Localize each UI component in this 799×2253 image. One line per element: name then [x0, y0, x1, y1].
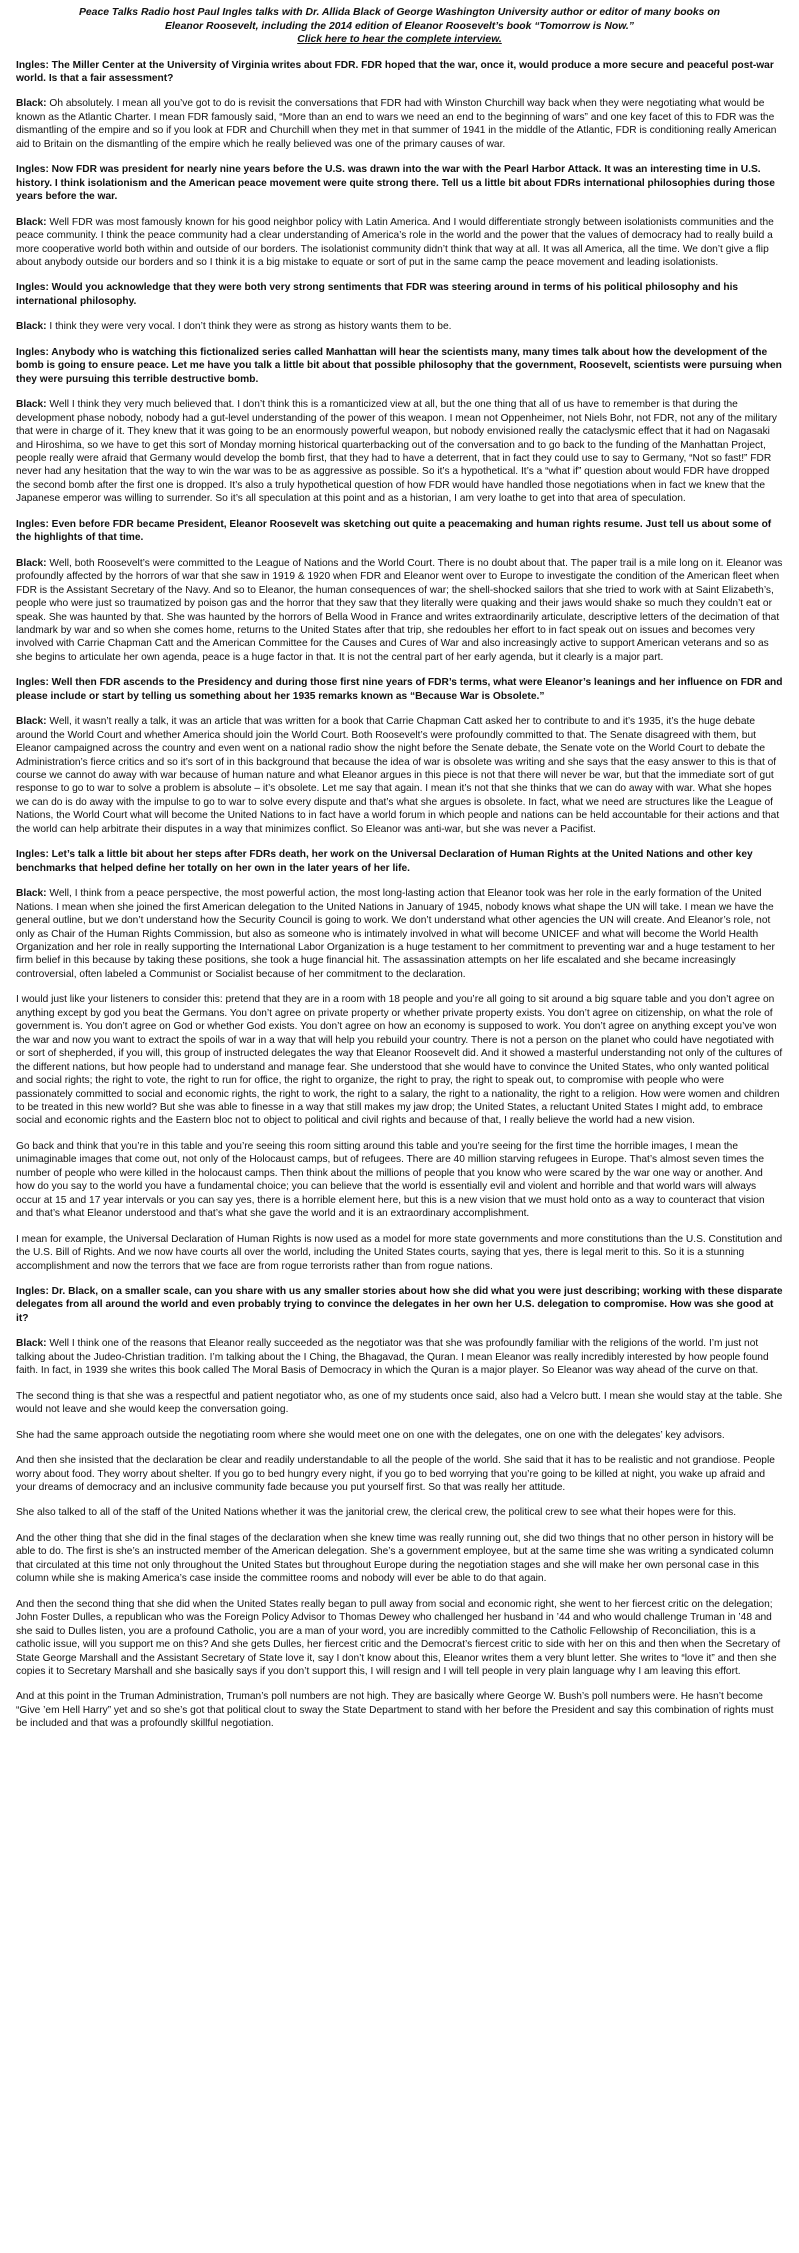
- speaker-label: Black:: [16, 321, 47, 333]
- guest-answer: [16, 715, 783, 836]
- speaker-label: Black:: [16, 888, 47, 900]
- interviewer-question: Ingles: Well then FDR ascends to the Presidency and during those first nine years of FDR’s terms, what were Eleanor’s leanings and her influence on FDR and please include or start by telling us something about her 1935 remarks known as “Because War is Obsolete.”: [16, 677, 783, 702]
- answer-text: Well FDR was most famously known for his good neighbor policy with Latin America. And I would differentiate strongly between isolationists communities and the peace community. I think the peace community had a clear understanding of America’s role in the world and the power that the values of democracy had to really build a more cooperative world both within and outside of our borders. The isolationist community didn’t think that way at all. It was all America, all the time. We don’t give a flip about anybody outside our borders and so I think it is a big mistake to equate or sort of put in the same camp the peace movement and leading isolationists.: [16, 216, 774, 268]
- guest-answer: [16, 887, 783, 981]
- answer-text: Well, I think from a peace perspective, the most powerful action, the most long-lasting action that Eleanor took was her role in the early formation of the United Nations. I mean when she joined the first American delegation to the United Nations in January of 1945, nobody knows what shape the UN will take. I mean we have the general outline, but we don’t understand how the Security Council is going to work. We don’t understand what other agencies the UN will create. And Eleanor’s role, not only as Chair of the Human Rights Commission, but also as someone who is intimately involved in what will become UNICEF and what will become the World Health Organization and her role in really supporting the International Labor Organization is a huge testament to her commitment to preventing war and a huge testament to her firm belief in this because by taking these positions, she took a huge financial hit. The assassination attempts on her life escalated and she became increasingly controversial, often labeled a Communist or Socialist because of her commitment to the declaration.: [16, 888, 775, 980]
- answer-paragraph: I mean for example, the Universal Declaration of Human Rights is now used as a model for more state governments and more constitutions than the U.S. Constitution and the U.S. Bill of Rights. And we now have courts all over the world, including the United States courts, saying that yes, there is legal merit to this. So it is a stunning accomplishment and now the terrors that we face are from rogue terrorists rather than from rogue nations.: [16, 1233, 783, 1272]
- interviewer-question: Ingles: Even before FDR became President, Eleanor Roosevelt was sketching out quite a peacemaking and human rights resume. Just tell us about some of the highlights of that time.: [16, 518, 772, 544]
- answer-paragraph: Go back and think that you’re in this table and you’re seeing this room sitting around this table and you’re seeing for the first time the horrible images, I mean the unimaginable images that come out, not only of the Holocaust camps, but of refugees. There are 40 million starving refugees in Europe. That’s almost seven times the number of people who were killed in the holocaust camps. Then think about the millions of people that you know who were scared by the war one way or another. And how do you say to the world you have a fundamental choice; you can believe that the world is essentially evil and violent and horrible and that world wars will always occur at 15 and 17 year intervals or you can say yes, there is a horrible element here, but this is a new vision that we must hold onto as a way to counteract that vision and that’s what Eleanor understood and that’s what she gave the world and it is an extraordinary accomplishment.: [16, 1140, 765, 1220]
- answer-text: Well, both Roosevelt’s were committed to the League of Nations and the World Court. There is no doubt about that. The paper trail is a mile long on it. Eleanor was profoundly affected by the horrors of war that she saw in 1919 & 1920 when FDR and Eleanor went over to Europe to investigate the condition of the American fleet when FDR is the Assistant Secretary of the Navy. And so to Eleanor, the human consequences of war; the shell-shocked sailors that she tried to work with at Saint Elizabeth’s, people who were just so traumatized by poison gas and the horror that they saw that they literally were quaking and their jaws would shake so much they couldn’t eat or speak. She was haunted by that. She was haunted by the horrors of Bella Wood in France and writes extraordinarily articulate, descriptive letters of the decimation of that landmark by war and so when she comes home, returns to the United States after that trip, she redoubles her effort to in fact speak out on issues and becomes very involved with Carrie Chapman Catt and the American Committee for the Causes and Cures of War and also increasingly active to support American veterans and so as she begins to articulate her own agenda, peace is a huge factor in that. It is not the central part of her early agenda, but it clearly is a major part.: [16, 557, 783, 663]
- answer-text: Well I think they very much believed that. I don’t think this is a romanticized view at all, but the one thing that all of us have to remember is that during the development phase nobody, nobody had a gut-level understanding of the power of this weapon. I mean not Oppenheimer, not Niels Bohr, not FDR, not any of the military that were in charge of it. They knew that it was going to be an enormously powerful weapon, but nobody envisioned really the cataclysmic effect that it had on Nagasaki and Hiroshima, so we have to get this sort of Monday morning historical quarterbacking out of the conversation and to go back to the funding of the Manhattan Project, people really were afraid that Germany would develop the bomb first, that they had to have a deterrent, that in fact they could use to say to Germany, “Not so fast!” FDR never had any hesitation that the way to win the war was to be as aggressive as possible. So it’s a hypothetical. It’s a “what if” question about would FDR have dropped the second bomb after the first one is dropped. It’s also a truly hypothetical question of how FDR would have handled those negotiations when in fact we knew that the Japanese emperor was willing to surrender. So it’s all speculation at this point and as a historian, I am very loathe to get into that area of speculation.: [16, 399, 777, 505]
- header-line-2: Eleanor Roosevelt, including the 2014 edition of Eleanor Roosevelt’s book “Tomorrow is Now.”: [164, 20, 634, 32]
- speaker-label: Black:: [16, 1338, 47, 1350]
- answer-paragraph: And at this point in the Truman Administration, Truman’s poll numbers are not high. They are basically where George W. Bush’s poll numbers were. He hasn’t become “Give ’em Hell Harry” yet and so she’s got that political clout to sway the State Department to stand with her before the President and say this combination of rights must be included and that was a profoundly skillful negotiation.: [16, 1691, 774, 1730]
- transcript-body: [16, 59, 783, 1731]
- interviewer-question: Ingles: Now FDR was president for nearly nine years before the U.S. was drawn into the war with the Pearl Harbor Attack. It was an interesting time in U.S. history. I think isolationism and the American peace movement were quite strong there. Tell us a little bit about FDRs international philosophies during those years before the war.: [16, 164, 775, 203]
- answer-text: Oh absolutely. I mean all you’ve got to do is revisit the conversations that FDR had with Winston Churchill way back when they were negotiating what would be known as the Atlantic Charter. I mean FDR famously said, “More than an end to wars we need an end to the beginning of wars” and one key facet of this to FDR was the dismantling of the empire and so if you look at FDR and Churchill when they met in that summer of 1941 in the middle of the Atlantic, FDR is conditioning really American aid to Britain on the dismantling of the empire which he really believed was one of the primary causes of war.: [16, 98, 777, 150]
- answer-text: I think they were very vocal. I don’t think they were as strong as history wants them to be.: [46, 321, 452, 333]
- interviewer-question: Ingles: The Miller Center at the University of Virginia writes about FDR. FDR hoped that the war, once it, would produce a more secure and peaceful post-war world. Is that a fair assessment?: [16, 59, 774, 84]
- guest-answer: [16, 557, 783, 665]
- speaker-label: Black:: [16, 216, 47, 228]
- interviewer-question: Ingles: Dr. Black, on a smaller scale, can you share with us any smaller stories about how she did what you were just describing; working with these disparate delegates from all around the world and even probably trying to convince the delegates in her own her U.S. delegation to compromise. How was she good at it?: [16, 1285, 783, 1324]
- guest-answer: [16, 1337, 783, 1377]
- answer-paragraph: I would just like your listeners to consider this: pretend that they are in a room with 18 people and you’re all going to sit around a big square table and you don’t agree on anything except by god you beat the Germans. You don’t agree on private property or whether private property exists. You don’t agree on citizenship, on what the role of government is. You don’t agree on God or whether God exists. You don’t agree on how an economy is supposed to work. You don’t agree on anything except you’ve won the war and now you want to extract the spoils of war in a way that will help you rebuild your country. There is not a person on the planet who could have negotiated with or sort of shepherded, if you will, this group of instructed delegates the way that Eleanor Roosevelt did. And it showed a masterful understanding not only of the cultures of the different nations, but how people had to understand and manage fear. She understood that she would have to convince the United States, who only wanted political and social rights; the right to vote, the right to run for office, the right to organize, the right to pray, the right to speak out, to compromise with people who were passionately committed to social and economic rights, the right to work, the right to a salary, the right to a nationality, the right to a religion. How were women and children to be treated in this new world? But she was able to finesse in a way that still makes my jaw drop; the United States, a reluctant United States I might add, to embrace social and economic rights and the Eastern bloc not to object to political and civil rights and because of that, I really believe the world had a new vision.: [16, 994, 783, 1127]
- header-line-1: Peace Talks Radio host Paul Ingles talks with Dr. Allida Black of George Washington University author or editor of many books on: [78, 7, 721, 18]
- answer-paragraph: And then the second thing that she did when the United States really began to pull away from social and economic right, she went to her fiercest critic on the delegation; John Foster Dulles, a republican who was the Foreign Policy Advisor to Thomas Dewey who challenged her husband in ’44 and who would challenge Truman in ’48 and she said to Dulles listen, you are a profound Catholic, you are a man of your word, you are incredibly committed to the Catholic Fellowship of Reconciliation, this is a catholic issue, will you support me on this? And she gets Dulles, her fiercest critic and the Democrat’s fiercest critic to side with her on this and then when the Secretary of State George Marshall and the Assistant Secretary of State love it, say I don’t know about this, Eleanor writes them a very blunt letter. She writes to “love it” and then she copies it to Secretary Marshall and she basically says if you don’t support this, I will resign and I will tell people in very plain language why I am leaving this effort.: [16, 1598, 781, 1677]
- speaker-label: Black:: [16, 557, 47, 569]
- speaker-label: Black:: [16, 716, 47, 728]
- answer-paragraph: And then she insisted that the declaration be clear and readily understandable to all the people of the world. She said that it has to be realistic and not grandiose. People worry about food. They worry about shelter. If you go to bed hungry every night, if you go to bed worrying that you’re going to be killed at night, you wake up afraid and your dreams of democracy and an inclusive community fade because you put yourself first. So that was really her attitude.: [16, 1455, 775, 1493]
- speaker-label: Black:: [16, 399, 47, 411]
- answer-text: Well I think one of the reasons that Eleanor really succeeded as the negotiator was that she was profoundly familiar with the religions of the world. I’m just not talking about the Judeo-Christian tradition. I’m talking about the I Ching, the Bhagavad, the Quran. I mean Eleanor was really incredibly interested by how people found faith. In fact, in 1939 she writes this book called The Moral Basis of Democracy in which the Quran is a major player. So Eleanor was way ahead of the curve on that.: [16, 1338, 769, 1377]
- interviewer-question: Ingles: Anybody who is watching this fictionalized series called Manhattan will hear the scientists many, many times talk about how the development of the bomb is going to ensure peace. Let me have you talk a little bit about that possible philosophy that the government, Roosevelt, scientists were pursuing when they were pursuing this terrible destructive bomb.: [16, 346, 782, 385]
- guest-answer: [16, 216, 783, 270]
- answer-paragraph: And the other thing that she did in the final stages of the declaration when she knew time was really running out, she did two things that no other person in history will be able to do. The first is she’s an instructed member of the American delegation. She’s a government employee, but at the same time she was writing a syndicated column that circulated at this time not only throughout the United States but throughout Europe during the negotiation stages and she will make her own personal case in this column while she is making America’s case inside the committee rooms and nobody will ever be able to do that again.: [16, 1532, 774, 1585]
- interviewer-question: Ingles: Would you acknowledge that they were both very strong sentiments that FDR was steering around in terms of his political philosophy and his international philosophy.: [16, 282, 739, 307]
- answer-paragraph: She had the same approach outside the negotiating room where she would meet one on one with the delegates, one on one with the delegates’ key advisors.: [16, 1429, 725, 1441]
- answer-text: Well, it wasn’t really a talk, it was an article that was written for a book that Carrie Chapman Catt asked her to contribute to and it’s 1935, it’s the huge debate around the World Court and whether America should join the World Court. Both Roosevelt’s were profoundly committed to that. The Senate disagreed with them, but Eleanor campaigned across the country and even went on a national radio show the night before the Senate debate, the Senate vote on the World Court to debate the Administration’s fierce critics and so it’s sort of in this background that because the idea of war is obsolete was writing and she says that the easy answer to this is that of course we cannot do away with war because of human nature and what Eleanor argues in this piece is not that there will never be war, but that the immediate sort of gut response to go to war to solve a problem is absolute – it’s obsolete. Let me say that again. I mean it’s not that she thinks that we can do away with war. What she hopes we can do is do away with the impulse to go to war to solve every dispute and that’s what she argues is obsolete. In fact, what we need are structures like the League of Nations, the World Court what will become the United Nations to in fact have a world forum in which people and nations can be held accountable for their actions and that the world can help arbitrate their disputes in a way that minimizes conflict. So Eleanor was anti-war, but she was never a Pacifist.: [16, 716, 780, 835]
- full-interview-link[interactable]: Click here to hear the complete interview.: [297, 34, 502, 46]
- guest-answer: [16, 97, 783, 151]
- guest-answer: [16, 398, 783, 506]
- page-header: [16, 6, 783, 47]
- speaker-label: Black:: [16, 98, 47, 110]
- guest-answer: [16, 320, 783, 333]
- interviewer-question: Ingles: Let’s talk a little bit about her steps after FDRs death, her work on the Universal Declaration of Human Rights at the United Nations and other key benchmarks that helped define her totally on her own in the later years of her life.: [16, 849, 753, 874]
- answer-paragraph: The second thing is that she was a respectful and patient negotiator who, as one of my students once said, also had a Velcro butt. I mean she would stay at the table. She would not leave and she would keep the conversation going.: [16, 1390, 783, 1416]
- answer-paragraph: She also talked to all of the staff of the United Nations whether it was the janitorial crew, the clerical crew, the political crew to see what their hopes were for this.: [16, 1507, 737, 1519]
